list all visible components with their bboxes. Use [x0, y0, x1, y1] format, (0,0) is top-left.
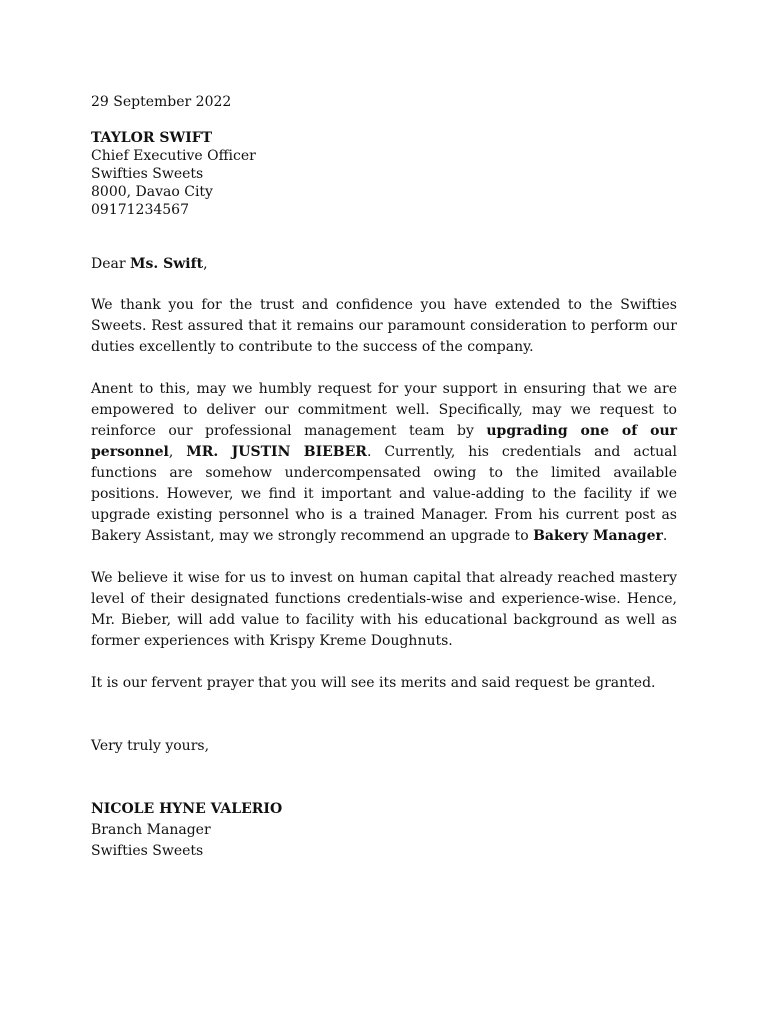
- paragraph-2-text-2: ,: [168, 444, 187, 460]
- recipient-address: 8000, Davao City: [91, 184, 213, 200]
- signature-block: [91, 799, 677, 862]
- paragraph-2-text-1: Anent to this, may we humbly request for your support in ensuring that we are empowered to deliver our commitment well. Specifically, may we request to reinforce our professional management team by: [91, 381, 677, 439]
- recipient-title: Chief Executive Officer: [91, 148, 256, 164]
- recipient-name: TAYLOR SWIFT: [91, 130, 213, 146]
- recipient-phone: 09171234567: [91, 202, 189, 218]
- paragraph-2-text-3: . Currently, his credentials and actual functions are somehow undercompensated owing to the limited available positions. However, we find it important and value-adding to the facility if we upgrade existing personnel who is a trained Manager. From his current post as Bakery Assistant, may we strongly recommend an upgrade to: [91, 444, 677, 544]
- complimentary-close: Very truly yours,: [91, 738, 210, 754]
- signatory-company: Swifties Sweets: [91, 843, 204, 859]
- paragraph-2-bold-position: Bakery Manager: [533, 528, 663, 544]
- paragraph-2-bold-employee: MR. JUSTIN BIEBER: [186, 444, 367, 460]
- paragraph-2-bold-upgrade: upgrading one of our personnel: [91, 423, 678, 460]
- letter-date: 29 September 2022: [91, 94, 232, 110]
- body-paragraph-2: [91, 379, 677, 547]
- salutation-name: Ms. Swift: [130, 256, 204, 272]
- body-paragraph-4: It is our fervent prayer that you will see its merits and said request be granted.: [91, 675, 656, 691]
- recipient-block: [91, 129, 677, 219]
- signatory-title: Branch Manager: [91, 822, 211, 838]
- recipient-company: Swifties Sweets: [91, 166, 204, 182]
- salutation: [91, 255, 677, 273]
- paragraph-2-text-4: .: [662, 528, 668, 544]
- letter-page: [91, 93, 677, 862]
- body-paragraph-3: We believe it wise for us to invest on human capital that already reached mastery level of their designated functions credentials-wise and experience-wise. Hence, Mr. Bieber, will add value to facility with his educational background as well as former experiences with Krispy Kreme Doughnuts.: [91, 570, 677, 649]
- body-paragraph-1: We thank you for the trust and confidence you have extended to the Swifties Sweets. Rest assured that it remains our paramount consideration to perform our duties excellently to contribute to the success of the company.: [91, 297, 677, 355]
- salutation-suffix: ,: [203, 256, 208, 272]
- salutation-prefix: Dear: [91, 256, 130, 272]
- signatory-name: NICOLE HYNE VALERIO: [91, 801, 283, 817]
